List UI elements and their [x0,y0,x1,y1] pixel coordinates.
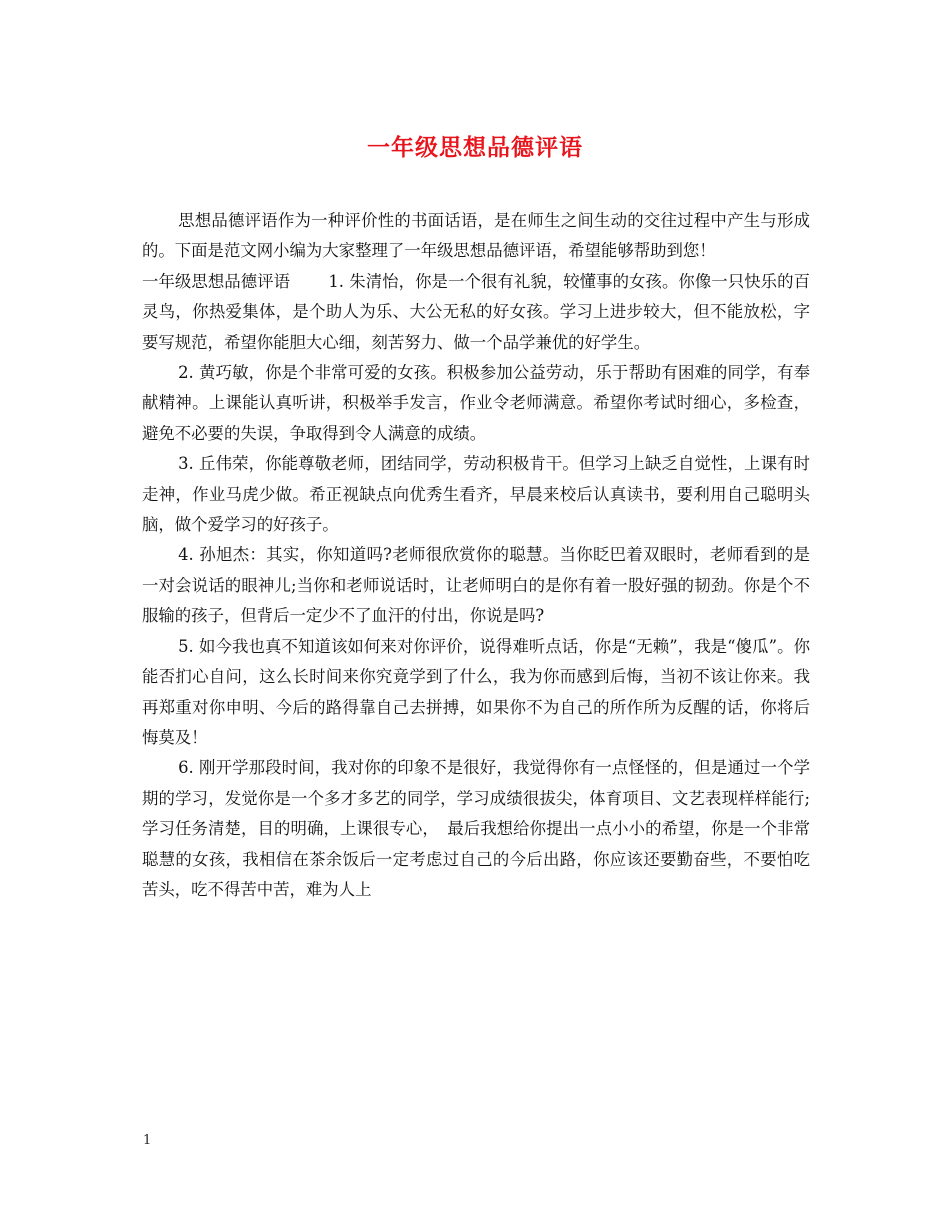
paragraph-comment-6: 6. 刚开学那段时间，我对你的印象不是很好，我觉得你有一点怪怪的，但是通过一个学期的学习，发觉你是一个多才多艺的同学，学习成绩很拔尖，体育项目、文艺表现样样能行;学习任务清楚，目的明确，上课很专心， 最后我想给你提出一点小小的希望，你是一个非常聪慧的女孩，我相信在茶余饭后一定考虑过自己的今后出路，你应该还要勤奋些，不要怕吃苦头，吃不得苦中苦，难为人上 [142,758,810,899]
paragraph-comment-5: 5. 如今我也真不知道该如何来对你评价，说得难听点话，你是“无赖”，我是“傻瓜”。你能否扪心自问，这么长时间来你究竟学到了什么，我为你而感到后悔，当初不该让你来。我再郑重对你申明、今后的路得靠自己去拼搏，如果你不为自己的所作所为反醒的话，你将后悔莫及！ [142,636,810,747]
document-body [142,206,810,905]
page-number: 1 [143,1133,152,1148]
paragraph-intro: 思想品德评语作为一种评价性的书面话语，是在师生之间生动的交往过程中产生与形成的。下面是范文网小编为大家整理了一年级思想品德评语，希望能够帮助到您！ [142,211,810,261]
paragraph-comment-4: 4. 孙旭杰：其实，你知道吗?老师很欣赏你的聪慧。当你眨巴着双眼时，老师看到的是一对会说话的眼神儿;当你和老师说话时，让老师明白的是你有着一股好强的韧劲。你是个不服输的孩子，但背后一定少不了血汗的付出，你说是吗? [142,545,810,626]
paragraph-comment-2: 2. 黄巧敏，你是个非常可爱的女孩。积极参加公益劳动，乐于帮助有困难的同学，有奉献精神。上课能认真听讲，积极举手发言，作业令老师满意。希望你考试时细心，多检查，避免不必要的失误，争取得到令人满意的成绩。 [142,363,810,443]
paragraph-comment-1: 一年级思想品德评语 1. 朱清怡，你是一个很有礼貌，较懂事的女孩。你像一只快乐的百灵鸟，你热爱集体，是个助人为乐、大公无私的好女孩。学习上进步较大，但不能放松，字要写规范，希望你能胆大心细，刻苦努力、做一个品学兼优的好学生。 [142,271,810,352]
paragraph-comment-3: 3. 丘伟荣，你能尊敬老师，团结同学，劳动积极肯干。但学习上缺乏自觉性，上课有时走神，作业马虎少做。希正视缺点向优秀生看齐，早晨来校后认真读书，要利用自己聪明头脑，做个爱学习的好孩子。 [142,454,810,535]
document-title: 一年级思想品德评语 [367,134,583,161]
